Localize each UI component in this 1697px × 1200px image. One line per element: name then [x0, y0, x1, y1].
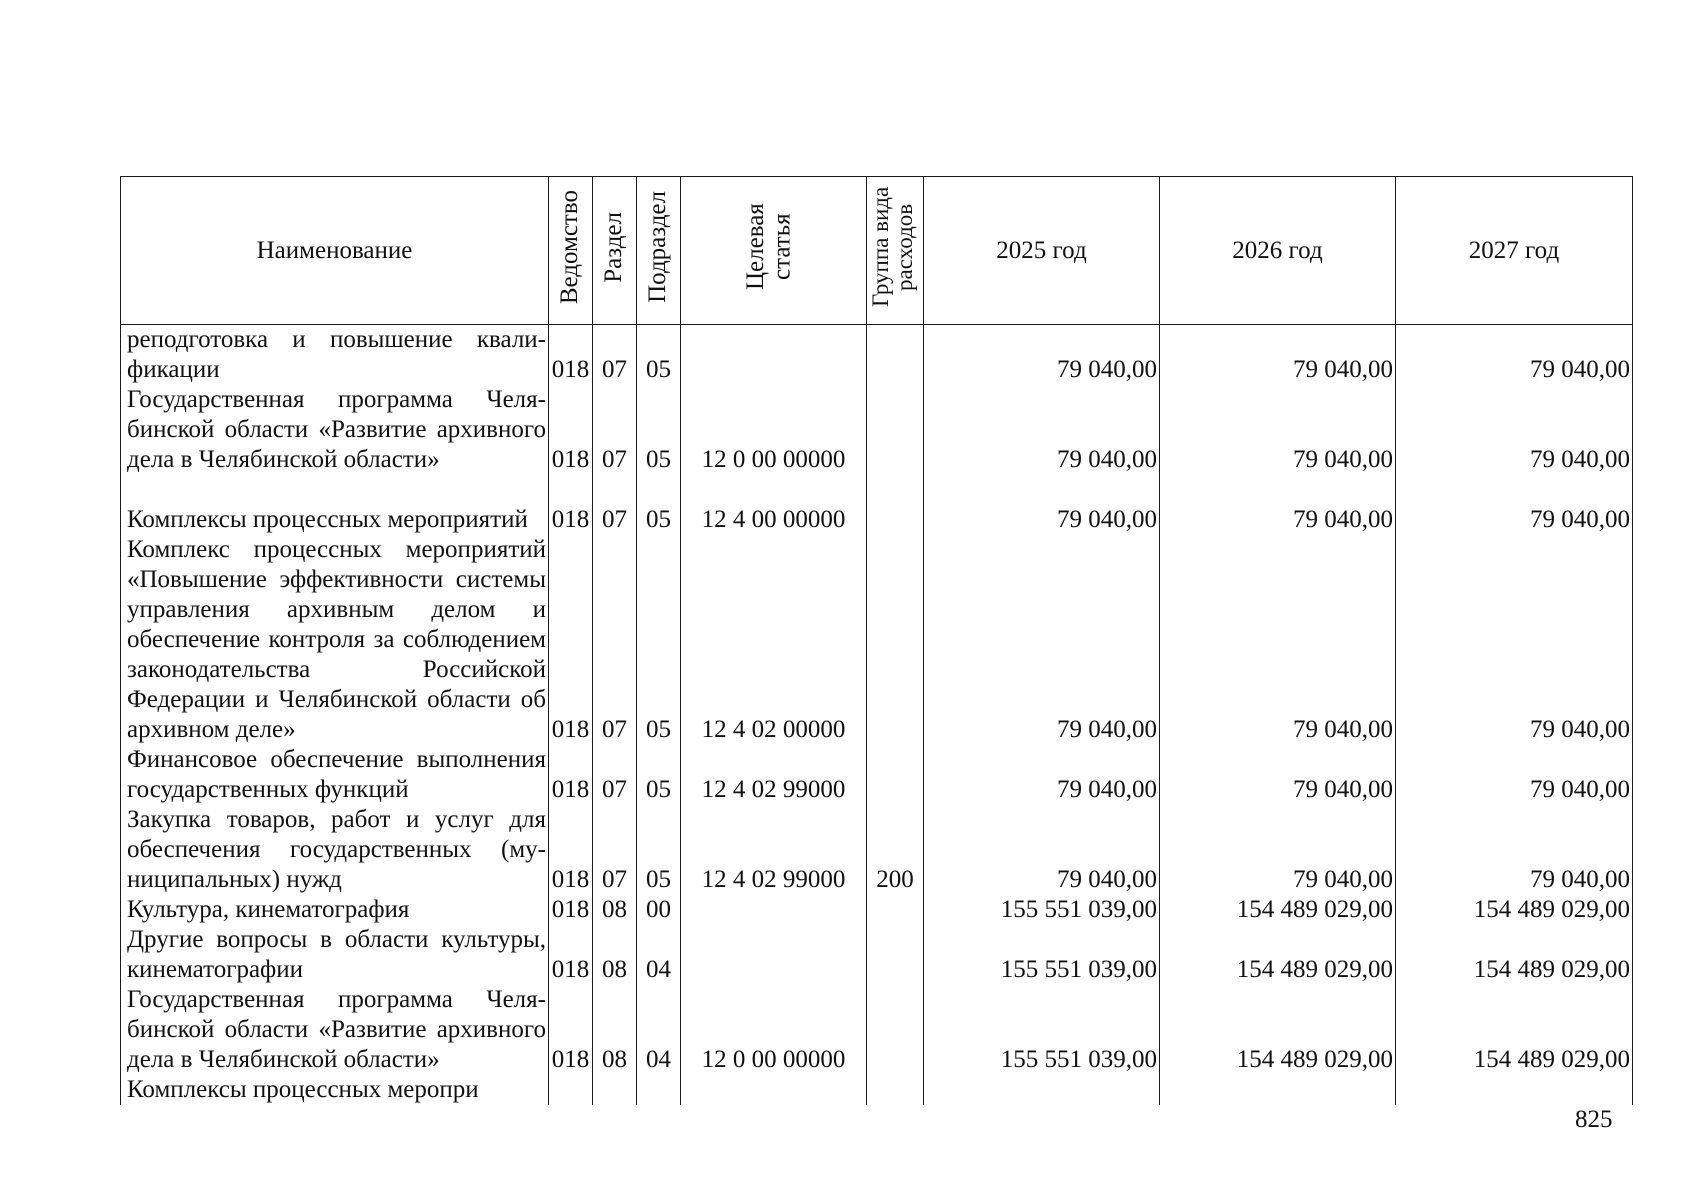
- row-exp-group: [867, 475, 924, 535]
- table-row: [121, 745, 1633, 805]
- row-2026: 154 489 029,00: [1160, 985, 1396, 1075]
- row-subsection: 05: [637, 745, 681, 805]
- row-exp-group: [867, 325, 924, 386]
- row-dept: 018: [549, 535, 593, 745]
- row-2027: 79 040,00: [1396, 385, 1633, 475]
- header-subsection: Подраздел: [637, 177, 681, 325]
- table-row: [121, 1075, 1633, 1105]
- header-exp-group: Группа вида расходов: [867, 177, 924, 325]
- row-section: 08: [593, 985, 637, 1075]
- row-2027: 79 040,00: [1396, 475, 1633, 535]
- header-dept: Ведомство: [549, 177, 593, 325]
- header-section: Раздел: [593, 177, 637, 325]
- table-row: [121, 475, 1633, 535]
- header-name: Наименование: [121, 177, 549, 325]
- row-target: 12 4 02 99000: [681, 745, 867, 805]
- row-2026: 79 040,00: [1160, 385, 1396, 475]
- row-target: 12 4 02 00000: [681, 535, 867, 745]
- row-section: 07: [593, 475, 637, 535]
- table-body: [121, 325, 1633, 1106]
- row-section: 07: [593, 325, 637, 386]
- row-2026: 154 489 029,00: [1160, 925, 1396, 985]
- row-2026: 79 040,00: [1160, 535, 1396, 745]
- row-section: 08: [593, 895, 637, 925]
- row-section: [593, 1075, 637, 1105]
- row-2026: 79 040,00: [1160, 745, 1396, 805]
- row-subsection: 04: [637, 925, 681, 985]
- row-dept: 018: [549, 745, 593, 805]
- row-2025: 155 551 039,00: [924, 925, 1160, 985]
- table-row: [121, 535, 1633, 745]
- row-target: 12 0 00 00000: [681, 985, 867, 1075]
- row-exp-group: [867, 745, 924, 805]
- row-dept: 018: [549, 475, 593, 535]
- row-2026: 79 040,00: [1160, 475, 1396, 535]
- row-2027: 154 489 029,00: [1396, 895, 1633, 925]
- row-exp-group: [867, 925, 924, 985]
- row-2026: 79 040,00: [1160, 325, 1396, 386]
- row-2025: 79 040,00: [924, 475, 1160, 535]
- row-name: Финансовое обеспечение выполнения государственных функций: [121, 745, 549, 805]
- row-subsection: 05: [637, 805, 681, 895]
- row-target: 12 4 02 99000: [681, 805, 867, 895]
- row-exp-group: [867, 385, 924, 475]
- row-2025: 155 551 039,00: [924, 985, 1160, 1075]
- table-row: [121, 895, 1633, 925]
- row-subsection: 04: [637, 985, 681, 1075]
- row-name: Комплексы процессных меропри: [121, 1075, 549, 1105]
- budget-table: [120, 176, 1633, 1105]
- row-dept: 018: [549, 805, 593, 895]
- row-dept: 018: [549, 325, 593, 386]
- row-2026: [1160, 1075, 1396, 1105]
- row-target: 12 0 00 00000: [681, 385, 867, 475]
- row-target: [681, 1075, 867, 1105]
- header-target: Целевая статья: [681, 177, 867, 325]
- table-row: [121, 805, 1633, 895]
- row-name: реподготовка и повышение квалификации: [121, 325, 549, 386]
- row-subsection: [637, 1075, 681, 1105]
- table-row: [121, 325, 1633, 386]
- header-2026: 2026 год: [1160, 177, 1396, 325]
- row-2025: [924, 1075, 1160, 1105]
- table-row: [121, 985, 1633, 1075]
- row-name: Другие вопросы в области культуры, кинематографии: [121, 925, 549, 985]
- table-row: [121, 925, 1633, 985]
- row-2027: 79 040,00: [1396, 805, 1633, 895]
- row-name: Государственная программа Челябинской области «Развитие архивного дела в Челябинской области»: [121, 985, 549, 1075]
- row-name: Закупка товаров, работ и услуг для обеспечения государственных (муниципальных) нужд: [121, 805, 549, 895]
- row-section: 07: [593, 385, 637, 475]
- row-section: 07: [593, 535, 637, 745]
- row-2026: 79 040,00: [1160, 805, 1396, 895]
- row-2025: 79 040,00: [924, 805, 1160, 895]
- row-2025: 155 551 039,00: [924, 895, 1160, 925]
- row-subsection: 05: [637, 385, 681, 475]
- row-exp-group: [867, 895, 924, 925]
- header-2027: 2027 год: [1396, 177, 1633, 325]
- row-2027: 79 040,00: [1396, 745, 1633, 805]
- row-exp-group: [867, 985, 924, 1075]
- row-target: [681, 325, 867, 386]
- row-2025: 79 040,00: [924, 325, 1160, 386]
- row-subsection: 05: [637, 325, 681, 386]
- row-2025: 79 040,00: [924, 385, 1160, 475]
- row-2027: 154 489 029,00: [1396, 985, 1633, 1075]
- row-subsection: 00: [637, 895, 681, 925]
- row-dept: 018: [549, 925, 593, 985]
- row-section: 07: [593, 745, 637, 805]
- row-2027: 79 040,00: [1396, 535, 1633, 745]
- row-2027: 154 489 029,00: [1396, 925, 1633, 985]
- row-name: Комплекс процессных мероприятий «Повышение эффективности системы управления архивным делом и обеспечение контроля за соблюдением законодательства Российской Федерации и Челябинской области об архивном деле»: [121, 535, 549, 745]
- row-name: Культура, кинематография: [121, 895, 549, 925]
- row-name: Комплексы процессных мероприятий: [121, 475, 549, 535]
- header-2025: 2025 год: [924, 177, 1160, 325]
- page-number: 825: [1575, 1106, 1613, 1133]
- table-row: [121, 385, 1633, 475]
- row-2027: 79 040,00: [1396, 325, 1633, 386]
- row-exp-group: 200: [867, 805, 924, 895]
- row-section: 08: [593, 925, 637, 985]
- row-target: 12 4 00 00000: [681, 475, 867, 535]
- row-subsection: 05: [637, 475, 681, 535]
- row-target: [681, 925, 867, 985]
- row-dept: [549, 1075, 593, 1105]
- table-header: [121, 177, 1633, 325]
- row-2025: 79 040,00: [924, 535, 1160, 745]
- row-dept: 018: [549, 385, 593, 475]
- row-2025: 79 040,00: [924, 745, 1160, 805]
- row-dept: 018: [549, 895, 593, 925]
- row-exp-group: [867, 535, 924, 745]
- row-name: Государственная программа Челябинской области «Развитие архивного дела в Челябинской области»: [121, 385, 549, 475]
- row-dept: 018: [549, 985, 593, 1075]
- row-exp-group: [867, 1075, 924, 1105]
- row-2026: 154 489 029,00: [1160, 895, 1396, 925]
- row-2027: [1396, 1075, 1633, 1105]
- row-section: 07: [593, 805, 637, 895]
- row-subsection: 05: [637, 535, 681, 745]
- row-target: [681, 895, 867, 925]
